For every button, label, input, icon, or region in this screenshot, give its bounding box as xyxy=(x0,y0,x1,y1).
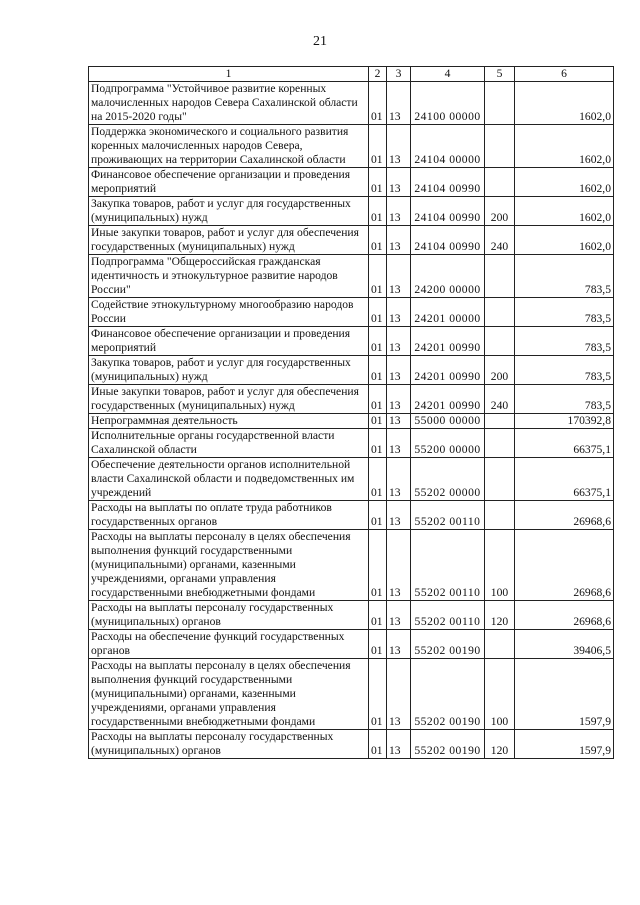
row-amount: 1597,9 xyxy=(515,730,614,759)
table-body xyxy=(89,82,614,759)
row-amount: 26968,6 xyxy=(515,601,614,630)
row-expense-type xyxy=(485,458,515,501)
row-section: 01 xyxy=(369,414,387,429)
row-expense-type xyxy=(485,298,515,327)
row-name: Поддержка экономического и социального развития коренных малочисленных народов Севера, проживающих на территории Сахалинской области xyxy=(89,125,369,168)
table-row xyxy=(89,356,614,385)
row-expense-type: 200 xyxy=(485,356,515,385)
row-expense-type xyxy=(485,125,515,168)
row-amount: 783,5 xyxy=(515,255,614,298)
row-amount: 783,5 xyxy=(515,327,614,356)
row-expense-type: 120 xyxy=(485,730,515,759)
row-name: Иные закупки товаров, работ и услуг для обеспечения государственных (муниципальных) нужд xyxy=(89,385,369,414)
row-amount: 26968,6 xyxy=(515,530,614,601)
row-expense-type: 200 xyxy=(485,197,515,226)
row-amount: 1602,0 xyxy=(515,168,614,197)
table-row xyxy=(89,458,614,501)
row-amount: 1602,0 xyxy=(515,125,614,168)
table-row xyxy=(89,659,614,730)
row-amount: 39406,5 xyxy=(515,630,614,659)
row-target-code: 24201 00990 xyxy=(411,327,485,356)
row-name: Исполнительные органы государственной власти Сахалинской области xyxy=(89,429,369,458)
row-name: Расходы на выплаты персоналу в целях обеспечения выполнения функций государственными (муниципальными) органами, казенными учреждениями, органами управления государственными внебюджетными фондами xyxy=(89,659,369,730)
header-col-1: 1 xyxy=(89,67,369,82)
row-section: 01 xyxy=(369,530,387,601)
row-subsection: 13 xyxy=(387,601,411,630)
row-target-code: 55202 00190 xyxy=(411,630,485,659)
row-amount: 1602,0 xyxy=(515,197,614,226)
row-expense-type xyxy=(485,429,515,458)
row-expense-type xyxy=(485,501,515,530)
row-name: Закупка товаров, работ и услуг для государственных (муниципальных) нужд xyxy=(89,197,369,226)
row-amount: 66375,1 xyxy=(515,458,614,501)
table-row xyxy=(89,168,614,197)
row-section: 01 xyxy=(369,82,387,125)
table-row xyxy=(89,601,614,630)
row-target-code: 24100 00000 xyxy=(411,82,485,125)
row-name: Обеспечение деятельности органов исполнительной власти Сахалинской области и подведомственных им учреждений xyxy=(89,458,369,501)
row-amount: 1597,9 xyxy=(515,659,614,730)
row-target-code: 55000 00000 xyxy=(411,414,485,429)
table-row xyxy=(89,226,614,255)
header-col-6: 6 xyxy=(515,67,614,82)
row-name: Расходы на обеспечение функций государственных органов xyxy=(89,630,369,659)
row-section: 01 xyxy=(369,255,387,298)
row-section: 01 xyxy=(369,429,387,458)
table-row xyxy=(89,197,614,226)
row-subsection: 13 xyxy=(387,298,411,327)
row-target-code: 24200 00000 xyxy=(411,255,485,298)
row-section: 01 xyxy=(369,630,387,659)
row-section: 01 xyxy=(369,298,387,327)
table-row xyxy=(89,327,614,356)
row-target-code: 55202 00110 xyxy=(411,601,485,630)
row-target-code: 55202 00190 xyxy=(411,730,485,759)
row-name: Закупка товаров, работ и услуг для государственных (муниципальных) нужд xyxy=(89,356,369,385)
table-row xyxy=(89,385,614,414)
row-name: Расходы на выплаты персоналу государственных (муниципальных) органов xyxy=(89,601,369,630)
row-target-code: 24201 00990 xyxy=(411,385,485,414)
row-target-code: 24104 00990 xyxy=(411,226,485,255)
row-expense-type: 240 xyxy=(485,226,515,255)
row-section: 01 xyxy=(369,385,387,414)
table-row xyxy=(89,730,614,759)
header-col-3: 3 xyxy=(387,67,411,82)
row-name: Расходы на выплаты персоналу в целях обеспечения выполнения функций государственными (муниципальными) органами, казенными учреждениями, органами управления государственными внебюджетными фондами xyxy=(89,530,369,601)
table-row xyxy=(89,255,614,298)
table-row xyxy=(89,298,614,327)
row-name: Подпрограмма "Общероссийская гражданская идентичность и этнокультурное развитие народов России" xyxy=(89,255,369,298)
row-subsection: 13 xyxy=(387,125,411,168)
table-header-row xyxy=(89,67,614,82)
table-row xyxy=(89,125,614,168)
row-amount: 783,5 xyxy=(515,385,614,414)
header-col-2: 2 xyxy=(369,67,387,82)
row-expense-type xyxy=(485,327,515,356)
row-amount: 1602,0 xyxy=(515,82,614,125)
row-subsection: 13 xyxy=(387,730,411,759)
row-subsection: 13 xyxy=(387,630,411,659)
row-name: Непрограммная деятельность xyxy=(89,414,369,429)
row-subsection: 13 xyxy=(387,82,411,125)
row-name: Расходы на выплаты по оплате труда работников государственных органов xyxy=(89,501,369,530)
row-expense-type: 240 xyxy=(485,385,515,414)
row-subsection: 13 xyxy=(387,414,411,429)
row-expense-type xyxy=(485,255,515,298)
row-target-code: 24201 00990 xyxy=(411,356,485,385)
row-section: 01 xyxy=(369,168,387,197)
row-name: Подпрограмма "Устойчивое развитие коренных малочисленных народов Севера Сахалинской области на 2015-2020 годы" xyxy=(89,82,369,125)
row-subsection: 13 xyxy=(387,659,411,730)
row-amount: 26968,6 xyxy=(515,501,614,530)
row-amount: 783,5 xyxy=(515,356,614,385)
row-name: Финансовое обеспечение организации и проведения мероприятий xyxy=(89,327,369,356)
row-subsection: 13 xyxy=(387,197,411,226)
row-section: 01 xyxy=(369,601,387,630)
row-expense-type xyxy=(485,414,515,429)
header-col-5: 5 xyxy=(485,67,515,82)
row-target-code: 24104 00990 xyxy=(411,197,485,226)
row-expense-type: 100 xyxy=(485,530,515,601)
row-section: 01 xyxy=(369,659,387,730)
row-amount: 1602,0 xyxy=(515,226,614,255)
row-subsection: 13 xyxy=(387,385,411,414)
row-subsection: 13 xyxy=(387,501,411,530)
table-row xyxy=(89,530,614,601)
row-subsection: 13 xyxy=(387,226,411,255)
table-row xyxy=(89,630,614,659)
budget-table xyxy=(88,66,614,759)
row-target-code: 24201 00000 xyxy=(411,298,485,327)
row-amount: 783,5 xyxy=(515,298,614,327)
row-subsection: 13 xyxy=(387,327,411,356)
row-name: Иные закупки товаров, работ и услуг для обеспечения государственных (муниципальных) нужд xyxy=(89,226,369,255)
row-expense-type: 100 xyxy=(485,659,515,730)
row-amount: 170392,8 xyxy=(515,414,614,429)
row-expense-type xyxy=(485,630,515,659)
row-subsection: 13 xyxy=(387,255,411,298)
table-row xyxy=(89,501,614,530)
table-row xyxy=(89,82,614,125)
row-target-code: 55202 00190 xyxy=(411,659,485,730)
row-subsection: 13 xyxy=(387,356,411,385)
row-section: 01 xyxy=(369,458,387,501)
row-subsection: 13 xyxy=(387,168,411,197)
row-section: 01 xyxy=(369,226,387,255)
row-name: Финансовое обеспечение организации и проведения мероприятий xyxy=(89,168,369,197)
row-section: 01 xyxy=(369,197,387,226)
row-amount: 66375,1 xyxy=(515,429,614,458)
row-subsection: 13 xyxy=(387,429,411,458)
row-name: Содействие этнокультурному многообразию народов России xyxy=(89,298,369,327)
table-row xyxy=(89,414,614,429)
row-section: 01 xyxy=(369,730,387,759)
row-expense-type xyxy=(485,82,515,125)
page-number: 21 xyxy=(313,34,327,49)
row-target-code: 55202 00110 xyxy=(411,501,485,530)
row-target-code: 55202 00000 xyxy=(411,458,485,501)
row-target-code: 24104 00990 xyxy=(411,168,485,197)
row-expense-type: 120 xyxy=(485,601,515,630)
row-section: 01 xyxy=(369,125,387,168)
row-target-code: 24104 00000 xyxy=(411,125,485,168)
table-row xyxy=(89,429,614,458)
row-section: 01 xyxy=(369,327,387,356)
row-expense-type xyxy=(485,168,515,197)
header-col-4: 4 xyxy=(411,67,485,82)
row-name: Расходы на выплаты персоналу государственных (муниципальных) органов xyxy=(89,730,369,759)
row-subsection: 13 xyxy=(387,530,411,601)
row-section: 01 xyxy=(369,356,387,385)
row-subsection: 13 xyxy=(387,458,411,501)
row-target-code: 55202 00110 xyxy=(411,530,485,601)
row-section: 01 xyxy=(369,501,387,530)
row-target-code: 55200 00000 xyxy=(411,429,485,458)
